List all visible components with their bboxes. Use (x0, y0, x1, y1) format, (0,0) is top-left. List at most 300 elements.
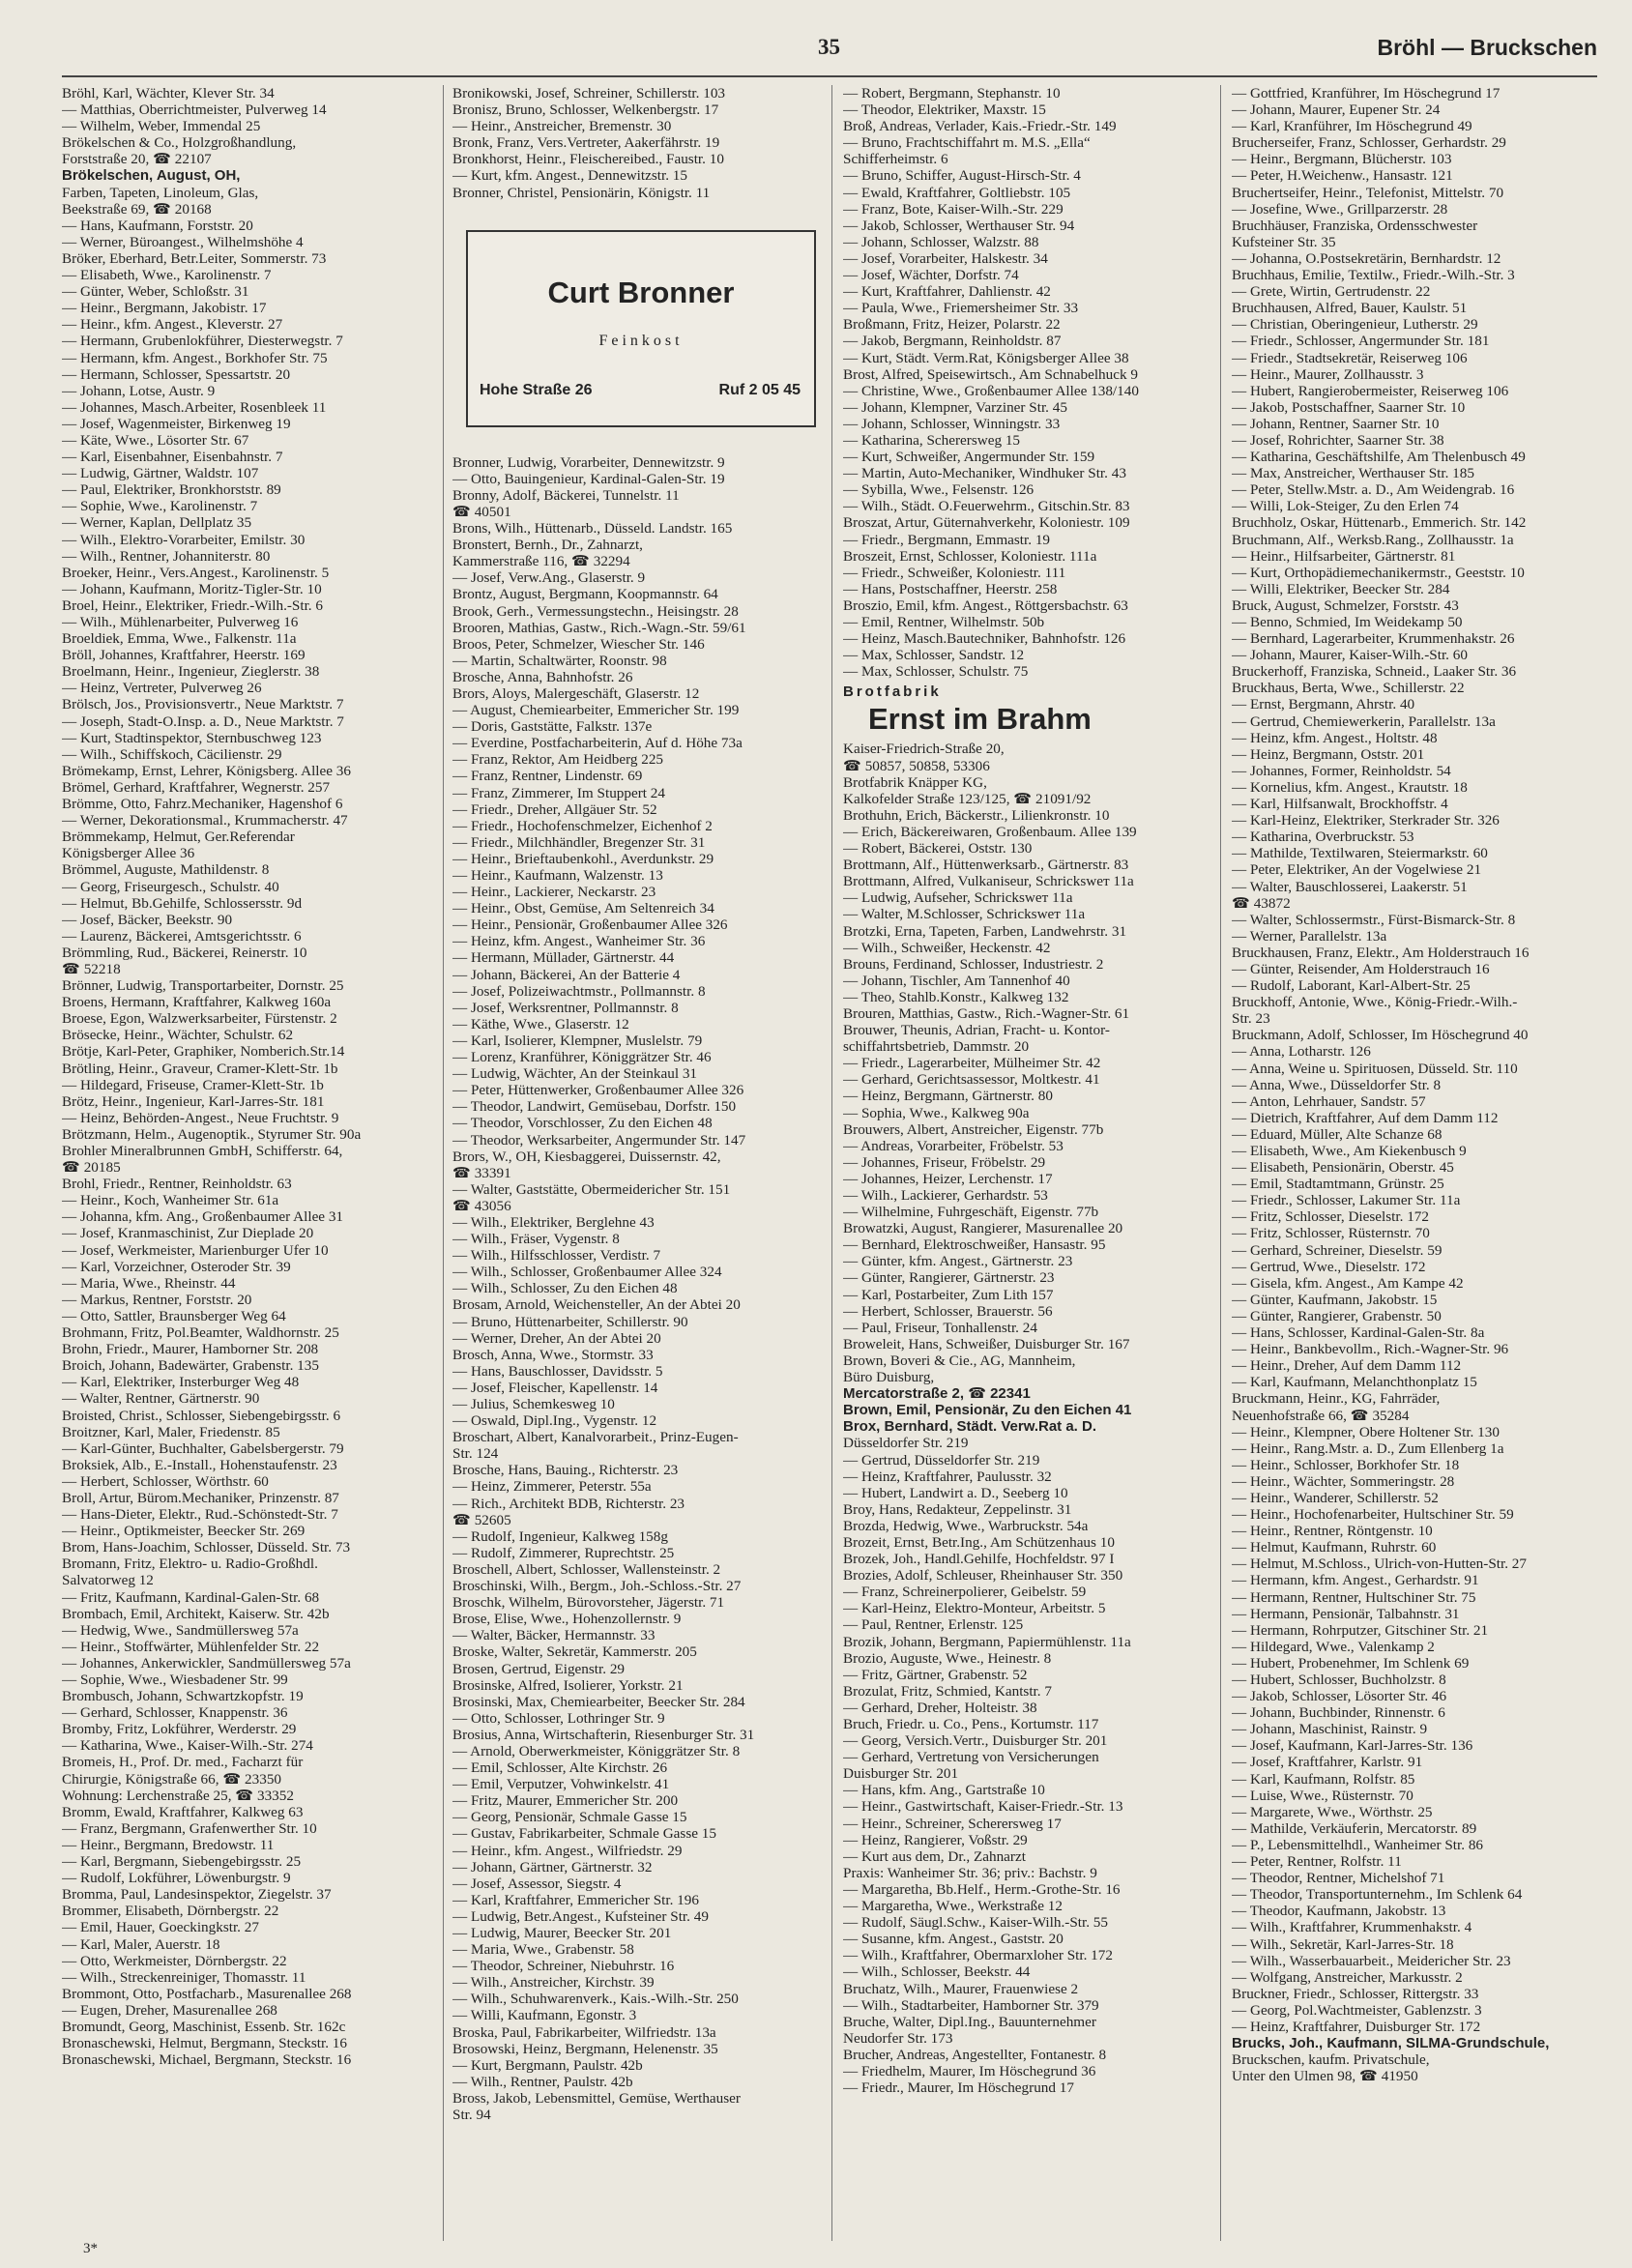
directory-entry: Broll, Artur, Bürom.Mechaniker, Prinzenstr. 87 (62, 1489, 339, 1506)
directory-entry: — Rich., Architekt BDB, Richterstr. 23 (452, 1495, 685, 1512)
directory-entry: Browatzki, August, Rangierer, Masurenallee 20 (843, 1220, 1123, 1237)
directory-entry: — Heinz, Rangierer, Voßstr. 29 (843, 1831, 1028, 1848)
directory-entry: — Josef, Kaufmann, Karl-Jarres-Str. 136 (1232, 1737, 1473, 1755)
advertisement-ernst-im-brahm (843, 683, 1212, 739)
directory-entry: — Fritz, Gärtner, Grabenstr. 52 (843, 1666, 1028, 1683)
directory-entry: Brökelschen & Co., Holzgroßhandlung, (62, 134, 297, 152)
directory-entry: — Günter, Rangierer, Gärtnerstr. 23 (843, 1269, 1055, 1287)
directory-entry: Broitzner, Karl, Maler, Friedenstr. 85 (62, 1423, 280, 1440)
directory-entry: — Josef, Bäcker, Beekstr. 90 (62, 911, 233, 928)
directory-entry: — Josef, Werkmeister, Marienburger Ufer 10 (62, 1241, 329, 1259)
directory-entry: ☎ 43872 (1232, 894, 1291, 912)
directory-entry: — Franz, Zimmerer, Im Stuppert 24 (452, 784, 665, 801)
directory-entry: — Josef, Rohrichter, Saarner Str. 38 (1232, 431, 1444, 449)
directory-entry: — Hermann, Rohrputzer, Gitschiner Str. 21 (1232, 1621, 1489, 1639)
directory-entry: — Wilh., Schweißer, Heckenstr. 42 (843, 939, 1051, 956)
directory-entry: — Wilh., Lackierer, Gerhardstr. 53 (843, 1187, 1048, 1204)
directory-entry: schiffahrtsbetrieb, Dammstr. 20 (843, 1038, 1030, 1056)
directory-entry: — Heinz, Kraftfahrer, Paulusstr. 32 (843, 1468, 1052, 1485)
directory-entry: — Johann, Maurer, Kaiser-Wilh.-Str. 60 (1232, 647, 1468, 664)
directory-entry: Brozda, Hedwig, Wwe., Warbruckstr. 54a (843, 1517, 1089, 1534)
directory-entry: Brombusch, Johann, Schwartzkopfstr. 19 (62, 1688, 304, 1705)
directory-entry: Bruchmann, Alf., Werksb.Rang., Zollhausstr. 1a (1232, 531, 1514, 548)
directory-entry: — Ludwig, Gärtner, Waldstr. 107 (62, 465, 259, 482)
directory-entry: — Hans, Bauschlosser, Davidsstr. 5 (452, 1362, 663, 1380)
ad-address: Hohe Straße 26 (480, 381, 593, 398)
directory-entry: — Heinr., Kaufmann, Walzenstr. 13 (452, 867, 663, 884)
directory-entry: — Sophie, Wwe., Karolinenstr. 7 (62, 498, 258, 515)
directory-entry: — Wilh., Schuhwarenverk., Kais.-Wilh.-Str. 250 (452, 1991, 739, 2008)
directory-entry: Broeldiek, Emma, Wwe., Falkenstr. 11a (62, 630, 297, 648)
directory-entry: — Wilh., Elektro-Vorarbeiter, Emilstr. 30 (62, 531, 306, 548)
directory-entry: — Johanna, kfm. Ang., Großenbaumer Allee 31 (62, 1208, 344, 1226)
directory-entry: Bröker, Eberhard, Betr.Leiter, Sommerstr. 73 (62, 249, 327, 267)
directory-entry: — Karl, Kraftfahrer, Emmericher Str. 196 (452, 1891, 699, 1908)
directory-entry: — Heinr., Wächter, Sommeringstr. 28 (1232, 1472, 1455, 1490)
directory-entry: — Walter, Rentner, Gärtnerstr. 90 (62, 1390, 260, 1408)
directory-entry: Beekstraße 69, ☎ 20168 (62, 200, 212, 218)
directory-entry: — Wilh., Anstreicher, Kirchstr. 39 (452, 1974, 655, 1992)
directory-entry: Neuenhofstraße 66, ☎ 35284 (1232, 1407, 1410, 1424)
directory-entry: Brosam, Arnold, Weichensteller, An der Abtei 20 (452, 1296, 741, 1314)
directory-entry: — Doris, Gaststätte, Falkstr. 137e (452, 718, 653, 736)
directory-entry: — Johann, Rentner, Saarner Str. 10 (1232, 415, 1440, 432)
directory-entry: — Laurenz, Bäckerei, Amtsgerichtsstr. 6 (62, 927, 302, 945)
directory-entry: Bruche, Walter, Dipl.Ing., Bauunternehmer (843, 2013, 1096, 2030)
directory-entry: — Johann, Lotse, Austr. 9 (62, 382, 216, 399)
directory-entry: Chirurgie, Königstraße 66, ☎ 23350 (62, 1770, 282, 1788)
column-divider (1220, 85, 1221, 2241)
directory-entry: — Friedr., Schlosser, Lakumer Str. 11a (1232, 1192, 1461, 1209)
directory-entry: — Heinz, Masch.Bautechniker, Bahnhofstr. 126 (843, 630, 1126, 648)
directory-entry: — Josef, Werksrentner, Pollmannstr. 8 (452, 999, 679, 1016)
directory-entry: Schifferheimstr. 6 (843, 151, 948, 168)
directory-entry: — Josef, Fleischer, Kapellenstr. 14 (452, 1379, 658, 1396)
directory-entry: Praxis: Wanheimer Str. 36; priv.: Bachstr. 9 (843, 1864, 1097, 1881)
directory-entry: — Herbert, Schlosser, Brauerstr. 56 (843, 1302, 1053, 1320)
directory-entry: — Josef, Polizeiwachtmstr., Pollmannstr. 8 (452, 982, 706, 1000)
directory-entry: — Elisabeth, Wwe., Am Kiekenbusch 9 (1232, 1143, 1467, 1159)
directory-entry: — Walter, Bauschlosserei, Laakerstr. 51 (1232, 878, 1468, 895)
directory-entry: Brozies, Adolf, Schleuser, Rheinhauser Str. 350 (843, 1567, 1123, 1585)
directory-entry: Bruchhäuser, Franziska, Ordensschwester (1232, 217, 1478, 234)
directory-entry: Unter den Ulmen 98, ☎ 41950 (1232, 2068, 1418, 2085)
directory-entry: Brotfabrik Knäpper KG, (843, 773, 987, 791)
directory-entry: Broschell, Albert, Schlosser, Wallensteinstr. 2 (452, 1560, 721, 1578)
directory-entry: — Karl, Hilfsanwalt, Brockhoffstr. 4 (1232, 796, 1448, 813)
directory-entry: — Karl, Kaufmann, Melanchthonplatz 15 (1232, 1374, 1477, 1391)
directory-entry: — Friedr., Stadtsekretär, Reiserweg 106 (1232, 349, 1468, 366)
directory-entry: — Eugen, Dreher, Masurenallee 268 (62, 2001, 277, 2019)
directory-entry: — Otto, Schlosser, Lothringer Str. 9 (452, 1709, 665, 1727)
directory-entry: — Theo, Stahlb.Konstr., Kalkweg 132 (843, 988, 1069, 1005)
directory-entry: Farben, Tapeten, Linoleum, Glas, (62, 184, 259, 201)
directory-entry: — Theodor, Transportunternehm., Im Schlenk 64 (1232, 1886, 1523, 1904)
directory-entry: — Werner, Kaplan, Dellplatz 35 (62, 514, 252, 532)
page-number: 35 (818, 35, 840, 59)
directory-entry: — Heinr., Gastwirtschaft, Kaiser-Friedr.-Str. 13 (843, 1798, 1123, 1816)
directory-entry: — Ludwig, Betr.Angest., Kufsteiner Str. 49 (452, 1907, 709, 1925)
directory-entry: — Julius, Schemkesweg 10 (452, 1396, 615, 1412)
directory-entry: Brozeit, Ernst, Betr.Ing., Am Schützenhaus 10 (843, 1533, 1115, 1551)
directory-entry: Brucks, Joh., Kaufmann, SILMA-Grundschule, (1232, 2035, 1550, 2052)
directory-entry: Bröhl, Karl, Wächter, Klever Str. 34 (62, 85, 275, 102)
directory-entry: — Theodor, Vorschlosser, Zu den Eichen 48 (452, 1115, 713, 1132)
directory-entry: Brötling, Heinr., Graveur, Cramer-Klett-Str. 1b (62, 1060, 338, 1077)
directory-entry: ☎ 20185 (62, 1159, 121, 1177)
directory-entry: Düsseldorfer Str. 219 (843, 1435, 969, 1452)
directory-entry: — Heinr., Dreher, Auf dem Damm 112 (1232, 1357, 1462, 1375)
directory-entry: Duisburger Str. 201 (843, 1765, 959, 1783)
directory-entry: Bromeis, H., Prof. Dr. med., Facharzt für (62, 1754, 304, 1771)
directory-entry: Brosinske, Alfred, Isolierer, Yorkstr. 21 (452, 1676, 684, 1694)
directory-entry: — Franz, Schreinerpolierer, Geibelstr. 59 (843, 1584, 1087, 1601)
directory-entry: — Wilh., Rentner, Paulstr. 42b (452, 2073, 633, 2090)
directory-entry: — Wilh., Sekretär, Karl-Jarres-Str. 18 (1232, 1935, 1454, 1953)
directory-entry: — Heinr., Schreiner, Scherersweg 17 (843, 1815, 1062, 1832)
directory-entry: — Friedr., Bergmann, Emmastr. 19 (843, 531, 1051, 548)
directory-entry: — Heinr., Rang.Mstr. a. D., Zum Ellenberg 1a (1232, 1439, 1504, 1457)
directory-entry: Bromundt, Georg, Maschinist, Essenb. Str. 162c (62, 2018, 346, 2035)
directory-entry: Brox, Bernhard, Städt. Verw.Rat a. D. (843, 1418, 1097, 1436)
directory-entry: — P., Lebensmittelhdl., Wanheimer Str. 86 (1232, 1836, 1484, 1853)
directory-entry: — Joseph, Stadt-O.Insp. a. D., Neue Marktstr. 7 (62, 712, 344, 730)
directory-entry: — Heinr., Bergmann, Blücherstr. 103 (1232, 151, 1452, 168)
directory-entry: — Käte, Wwe., Lösorter Str. 67 (62, 431, 249, 449)
column-3 (843, 85, 1212, 2241)
directory-entry: — Peter, Elektriker, An der Vogelwiese 21 (1232, 861, 1482, 879)
directory-entry: Kufsteiner Str. 35 (1232, 233, 1336, 250)
directory-entry: Brucher, Andreas, Angestellter, Fontanestr. 8 (843, 2046, 1107, 2063)
directory-entry: — Heinr., Bergmann, Bredowstr. 11 (62, 1836, 275, 1853)
directory-entry: — Karl, Maler, Auerstr. 18 (62, 1935, 220, 1953)
directory-entry: ☎ 33391 (452, 1164, 511, 1181)
directory-entry: Str. 94 (452, 2107, 491, 2124)
directory-entry: ☎ 40501 (452, 503, 511, 520)
directory-entry: Brötz, Heinr., Ingenieur, Karl-Jarres-Str. 181 (62, 1092, 325, 1110)
directory-entry: — Emil, Schlosser, Alte Kirchstr. 26 (452, 1759, 668, 1777)
directory-entry: Broel, Heinr., Elektriker, Friedr.-Wilh.-Str. 6 (62, 596, 323, 614)
directory-entry: — Johann, Gärtner, Gärtnerstr. 32 (452, 1858, 653, 1875)
directory-entry: — Kurt, Städt. Verm.Rat, Königsberger Allee 38 (843, 349, 1129, 366)
directory-entry: — Hermann, Schlosser, Spessartstr. 20 (62, 365, 291, 383)
directory-entry: Königsberger Allee 36 (62, 845, 195, 862)
directory-entry: — Mathilde, Verkäuferin, Mercatorstr. 89 (1232, 1819, 1477, 1837)
directory-entry: — Heinr., Anstreicher, Bremenstr. 30 (452, 118, 672, 135)
directory-entry: — Karl-Heinz, Elektriker, Sterkrader Str. 326 (1232, 812, 1500, 829)
directory-entry: — Johann, Schlosser, Walzstr. 88 (843, 233, 1039, 250)
directory-entry: — Emil, Stadtamtmann, Grünstr. 25 (1232, 1176, 1444, 1193)
directory-entry: — Friedr., Schlosser, Angermunder Str. 181 (1232, 333, 1490, 350)
directory-entry: — Katharina, Scherersweg 15 (843, 431, 1021, 449)
directory-entry: — Gustav, Fabrikarbeiter, Schmale Gasse 15 (452, 1825, 716, 1843)
directory-entry: Bruckschen, kaufm. Privatschule, (1232, 2051, 1430, 2069)
directory-entry: — Josef, Kraftfahrer, Karlstr. 91 (1232, 1754, 1423, 1771)
column-2 (452, 85, 822, 2241)
directory-entry: ☎ 43056 (452, 1197, 511, 1214)
directory-entry: — Wilh., Mühlenarbeiter, Pulverweg 16 (62, 614, 299, 630)
directory-entry: — Bruno, Hüttenarbeiter, Schillerstr. 90 (452, 1313, 688, 1330)
directory-entry: Brozulat, Fritz, Schmied, Kantstr. 7 (843, 1682, 1052, 1700)
directory-entry: Bronkhorst, Heinr., Fleischereibed., Faustr. 10 (452, 151, 724, 168)
directory-entry: — Luise, Wwe., Rüsternstr. 70 (1232, 1787, 1413, 1804)
directory-entry: Brors, W., OH, Kiesbaggerei, Duissernstr. 42, (452, 1148, 721, 1165)
directory-entry: — Werner, Dekorationsmal., Krummacherstr. 47 (62, 812, 348, 829)
directory-entry: — Margaretha, Wwe., Werkstraße 12 (843, 1898, 1063, 1915)
directory-entry: — Kurt aus dem, Dr., Zahnarzt (843, 1847, 1026, 1865)
directory-entry: — Rudolf, Laborant, Karl-Albert-Str. 25 (1232, 977, 1471, 995)
directory-entry: Brook, Gerh., Vermessungstechn., Heisingstr. 28 (452, 602, 739, 620)
directory-entry: — Helmut, Kaufmann, Ruhrstr. 60 (1232, 1539, 1437, 1556)
directory-entry: — Friedhelm, Maurer, Im Höschegrund 36 (843, 2062, 1096, 2079)
directory-entry: — Peter, Hüttenwerker, Großenbaumer Allee 326 (452, 1082, 744, 1099)
directory-entry: — Wilh., Städt. O.Feuerwehrm., Gitschin.Str. 83 (843, 498, 1130, 515)
directory-entry: — Ernst, Bergmann, Ahrstr. 40 (1232, 696, 1415, 713)
directory-entry: Bruckhaus, Berta, Wwe., Schillerstr. 22 (1232, 680, 1465, 697)
directory-entry: Broszat, Artur, Güternahverkehr, Koloniestr. 109 (843, 514, 1130, 532)
directory-entry: — Paula, Wwe., Friemersheimer Str. 33 (843, 300, 1079, 317)
directory-entry: Brozek, Joh., Handl.Gehilfe, Hochfeldstr. 97 I (843, 1551, 1115, 1568)
directory-entry: — Heinz, kfm. Angest., Wanheimer Str. 36 (452, 933, 706, 950)
directory-entry: Brom, Hans-Joachim, Schlosser, Düsseld. Str. 73 (62, 1539, 351, 1556)
directory-entry: — Franz, Rektor, Am Heidberg 225 (452, 751, 664, 769)
directory-entry: — Margarete, Wwe., Wörthstr. 25 (1232, 1803, 1433, 1820)
directory-entry: — Heinr., Bankbevollm., Rich.-Wagner-Str. 96 (1232, 1341, 1509, 1358)
directory-entry: — Willi, Lok-Steiger, Zu den Erlen 74 (1232, 498, 1459, 515)
directory-entry: Brouwers, Albert, Anstreicher, Eigenstr. 77b (843, 1120, 1104, 1138)
directory-entry: Bruckner, Friedr., Schlosser, Rittergstr. 33 (1232, 1985, 1479, 2002)
directory-entry: — Josefine, Wwe., Grillparzerstr. 28 (1232, 200, 1448, 218)
directory-entry: — Karl, Postarbeiter, Zum Lith 157 (843, 1286, 1054, 1303)
directory-entry: Bruchhausen, Alfred, Bauer, Kaulstr. 51 (1232, 300, 1468, 317)
directory-entry: — Christine, Wwe., Großenbaumer Allee 138/140 (843, 382, 1139, 399)
directory-entry: — Wilh., Kraftfahrer, Obermarxloher Str. 172 (843, 1947, 1113, 1964)
directory-entry: Brötzmann, Helm., Augenoptik., Styrumer Str. 90a (62, 1125, 362, 1143)
directory-entry: — Wilh., Schlosser, Großenbaumer Allee 324 (452, 1264, 722, 1281)
directory-entry: Bruchholz, Oskar, Hüttenarb., Emmerich. Str. 142 (1232, 514, 1527, 532)
column-1 (62, 85, 431, 2241)
directory-entry: — Johannes, Heizer, Lerchenstr. 17 (843, 1170, 1053, 1187)
directory-entry: Bronny, Adolf, Bäckerei, Tunnelstr. 11 (452, 486, 680, 504)
directory-entry: — Hubert, Schlosser, Buchholzstr. 8 (1232, 1672, 1446, 1688)
directory-entry: Brombach, Emil, Architekt, Kaiserw. Str. 42b (62, 1605, 330, 1622)
directory-entry: — Hubert, Rangierobermeister, Reiserweg 106 (1232, 382, 1509, 399)
column-divider (831, 85, 832, 2241)
directory-entry: — Hedwig, Wwe., Sandmüllersweg 57a (62, 1621, 299, 1639)
directory-entry: — Ludwig, Maurer, Beecker Str. 201 (452, 1925, 672, 1941)
directory-entry: — Maria, Wwe., Rheinstr. 44 (62, 1274, 236, 1292)
directory-entry: — Johann, Schlosser, Winningstr. 33 (843, 415, 1061, 432)
directory-entry: — Katharina, Wwe., Kaiser-Wilh.-Str. 274 (62, 1737, 313, 1755)
directory-entry: Bromby, Fritz, Lokführer, Werderstr. 29 (62, 1721, 297, 1738)
directory-entry: — Hans, kfm. Ang., Gartstraße 10 (843, 1782, 1045, 1799)
directory-entry: — Herbert, Schlosser, Wörthstr. 60 (62, 1472, 269, 1490)
directory-entry: — Matthias, Oberrichtmeister, Pulverweg 14 (62, 102, 327, 119)
directory-entry: — Franz, Rentner, Lindenstr. 69 (452, 768, 643, 785)
directory-entry: — Theodor, Werksarbeiter, Angermunder Str. 147 (452, 1131, 746, 1149)
directory-entry: — Wilhelm, Weber, Immendal 25 (62, 118, 261, 135)
directory-entry: Brothuhn, Erich, Bäckerstr., Lilienkronstr. 10 (843, 806, 1110, 824)
header-rule (62, 75, 1597, 77)
directory-entry: — Hubert, Probenehmer, Im Schlenk 69 (1232, 1654, 1470, 1672)
running-head: Bröhl — Bruckschen (1377, 35, 1597, 60)
directory-entry: — Gottfried, Kranführer, Im Höschegrund 17 (1232, 85, 1501, 102)
directory-entry: Broeker, Heinr., Vers.Angest., Karolinenstr. 5 (62, 564, 330, 581)
directory-entry: Bronstert, Bernh., Dr., Zahnarzt, (452, 537, 643, 554)
directory-entry: — Günter, Weber, Schloßstr. 31 (62, 283, 249, 301)
directory-entry: Bronner, Christel, Pensionärin, Königstr. 11 (452, 184, 711, 201)
directory-entry: — Theodor, Landwirt, Gemüsebau, Dorfstr. 150 (452, 1098, 737, 1116)
directory-entry: — Hermann, kfm. Angest., Borkhofer Str. 75 (62, 349, 328, 366)
directory-entry: Bruckhoff, Antonie, Wwe., König-Friedr.-Wilh.- (1232, 994, 1518, 1011)
page-signature: 3* (83, 2241, 98, 2256)
directory-entry: — Margaretha, Bb.Helf., Herm.-Grothe-Str. 16 (843, 1880, 1121, 1898)
directory-entry: — Benno, Schmied, Im Weidekamp 50 (1232, 614, 1463, 630)
directory-entry: — August, Chemiearbeiter, Emmericher Str. 199 (452, 702, 740, 719)
directory-entry: — Heinz, Behörden-Angest., Neue Fruchtstr. 9 (62, 1109, 339, 1126)
directory-entry: Brooren, Mathias, Gastw., Rich.-Wagn.-Str. 59/61 (452, 619, 746, 636)
directory-entry: — Oswald, Dipl.Ing., Vygenstr. 12 (452, 1412, 657, 1430)
ad-heading: Brotfabrik (843, 683, 942, 701)
directory-entry: Brouren, Matthias, Gastw., Rich.-Wagner-Str. 61 (843, 1004, 1130, 1022)
directory-entry: — Hildegard, Friseuse, Cramer-Klett-Str. 1b (62, 1076, 324, 1093)
directory-entry: — Heinr., Koch, Wanheimer Str. 61a (62, 1192, 279, 1209)
directory-entry: — Franz, Bote, Kaiser-Wilh.-Str. 229 (843, 200, 1064, 218)
directory-entry: Str. 23 (1232, 1010, 1270, 1028)
directory-entry: — Günter, Reisender, Am Holderstrauch 16 (1232, 960, 1490, 977)
directory-entry: Brohn, Friedr., Maurer, Hamborner Str. 208 (62, 1341, 319, 1358)
directory-entry: Bromma, Paul, Landesinspektor, Ziegelstr. 37 (62, 1886, 332, 1904)
directory-entry: — Wilh., Wasserbauarbeit., Meidericher Str. 23 (1232, 1952, 1511, 1969)
ad-name: Curt Bronner (547, 275, 735, 309)
directory-entry: Brotzki, Erna, Tapeten, Farben, Landwehrstr. 31 (843, 922, 1127, 940)
directory-entry: — Maria, Wwe., Grabenstr. 58 (452, 1941, 634, 1959)
directory-entry: — Heinr., Hochofenarbeiter, Hultschiner Str. 59 (1232, 1506, 1514, 1524)
directory-entry: Brömme, Otto, Fahrz.Mechaniker, Hagenshof 6 (62, 796, 343, 813)
directory-entry: — Friedr., Schweißer, Koloniestr. 111 (843, 564, 1066, 581)
directory-entry: — Peter, Stellw.Mstr. a. D., Am Weidengrab. 16 (1232, 481, 1515, 499)
directory-entry: — Helmut, M.Schloss., Ulrich-von-Hutten-Str. 27 (1232, 1556, 1527, 1573)
directory-entry: — Günter, kfm. Angest., Gärtnerstr. 23 (843, 1253, 1073, 1270)
directory-entry: — Johann, Kaufmann, Moritz-Tigler-Str. 10 (62, 580, 322, 597)
directory-entry: — Gisela, kfm. Angest., Am Kampe 42 (1232, 1274, 1464, 1292)
directory-entry: ☎ 50857, 50858, 53306 (843, 757, 990, 774)
directory-entry: Brozio, Auguste, Wwe., Heinestr. 8 (843, 1649, 1052, 1667)
directory-entry: — Heinz, Vertreter, Pulverweg 26 (62, 680, 262, 697)
directory-entry: — Heinz, Bergmann, Gärtnerstr. 80 (843, 1088, 1053, 1105)
directory-entry: Brouwer, Theunis, Adrian, Fracht- u. Kontor- (843, 1022, 1110, 1039)
directory-entry: — Willi, Kaufmann, Egonstr. 3 (452, 2007, 637, 2024)
directory-entry: — Bruno, Frachtschiffahrt m. M.S. „Ella“ (843, 134, 1091, 152)
directory-entry: Brohler Mineralbrunnen GmbH, Schifferstr. 64, (62, 1143, 343, 1159)
directory-entry: — Elisabeth, Pensionärin, Oberstr. 45 (1232, 1159, 1454, 1177)
directory-entry: — Andreas, Vorarbeiter, Fröbelstr. 53 (843, 1137, 1064, 1154)
directory-entry: Kalkofelder Straße 123/125, ☎ 21091/92 (843, 790, 1092, 807)
directory-entry: — Emil, Verputzer, Vohwinkelstr. 41 (452, 1776, 670, 1793)
directory-entry: — Heinr., Hilfsarbeiter, Gärtnerstr. 81 (1232, 547, 1456, 565)
directory-entry: — Bruno, Schiffer, August-Hirsch-Str. 4 (843, 167, 1081, 185)
directory-entry: — Werner, Dreher, An der Abtei 20 (452, 1329, 661, 1347)
directory-entry: Brosius, Anna, Wirtschafterin, Riesenburger Str. 31 (452, 1726, 755, 1743)
directory-entry: — Kurt, Bergmann, Paulstr. 42b (452, 2056, 643, 2074)
directory-entry: Brosch, Anna, Wwe., Stormstr. 33 (452, 1346, 654, 1363)
directory-entry: — Fritz, Schlosser, Dieselstr. 172 (1232, 1208, 1429, 1226)
directory-entry: Broszio, Emil, kfm. Angest., Röttgersbachstr. 63 (843, 596, 1128, 614)
directory-entry: Bröll, Johannes, Kraftfahrer, Heerstr. 169 (62, 647, 306, 664)
directory-entry: — Max, Schlosser, Schulstr. 75 (843, 663, 1029, 681)
directory-entry: Bruck, August, Schmelzer, Forststr. 43 (1232, 596, 1459, 614)
directory-entry: Bronisz, Bruno, Schlosser, Welkenbergstr. 17 (452, 102, 719, 119)
directory-entry: — Jakob, Schlosser, Werthauser Str. 94 (843, 217, 1075, 234)
directory-entry: Brost, Alfred, Speisewirtsch., Am Schnabelhuck 9 (843, 365, 1138, 383)
directory-entry: — Johann, Buchbinder, Rinnenstr. 6 (1232, 1704, 1445, 1722)
directory-entry: — Markus, Rentner, Forststr. 20 (62, 1291, 252, 1308)
directory-entry: — Johannes, Ankerwickler, Sandmüllersweg 57a (62, 1654, 351, 1672)
directory-entry: — Josef, Kranmaschinist, Zur Dieplade 20 (62, 1225, 314, 1242)
directory-entry: — Wolfgang, Anstreicher, Markusstr. 2 (1232, 1968, 1463, 1986)
directory-entry: — Fritz, Schlosser, Rüsternstr. 70 (1232, 1225, 1430, 1242)
directory-entry: — Anton, Lehrhauer, Sandstr. 57 (1232, 1092, 1426, 1110)
directory-entry: — Fritz, Kaufmann, Kardinal-Galen-Str. 68 (62, 1588, 320, 1606)
directory-entry: Bronaschewski, Michael, Bergmann, Steckstr. 16 (62, 2051, 352, 2069)
directory-entry: — Heinr., Optikmeister, Beecker Str. 269 (62, 1523, 306, 1540)
directory-entry: — Hermann, kfm. Angest., Gerhardstr. 91 (1232, 1572, 1479, 1589)
directory-entry: — Walter, Gaststätte, Obermeidericher Str. 151 (452, 1180, 731, 1198)
directory-entry: — Heinr., Obst, Gemüse, Am Seltenreich 34 (452, 900, 714, 917)
directory-entry: — Arnold, Oberwerkmeister, Königgrätzer Str. 8 (452, 1742, 741, 1759)
directory-entry: — Kurt, Schweißer, Angermunder Str. 159 (843, 449, 1095, 466)
directory-entry: — Robert, Bergmann, Stephanstr. 10 (843, 85, 1061, 102)
directory-entry: Brown, Boveri & Cie., AG, Mannheim, (843, 1352, 1076, 1369)
directory-entry: — Friedr., Milchhändler, Bregenzer Str. 31 (452, 833, 706, 851)
directory-entry: Bruckmann, Heinr., KG, Fahrräder, (1232, 1390, 1441, 1408)
directory-entry: Brömmekamp, Helmut, Ger.Referendar (62, 829, 295, 846)
directory-entry: — Kurt, Orthopädiemechanikermstr., Geeststr. 10 (1232, 564, 1525, 581)
directory-entry: Broksiek, Alb., E.-Install., Hohenstaufenstr. 23 (62, 1456, 337, 1473)
directory-entry: — Gerhard, Schlosser, Knappenstr. 36 (62, 1704, 288, 1722)
directory-entry: — Willi, Elektriker, Beecker Str. 284 (1232, 580, 1450, 597)
directory-entry: — Emil, Rentner, Wilhelmstr. 50b (843, 614, 1045, 630)
directory-entry: — Peter, H.Weichenw., Hansastr. 121 (1232, 167, 1453, 185)
directory-entry: — Otto, Sattler, Braunsberger Weg 64 (62, 1307, 286, 1324)
directory-entry: Brommer, Elisabeth, Dörnbergstr. 22 (62, 1903, 279, 1920)
directory-entry: — Emil, Hauer, Goeckingkstr. 27 (62, 1919, 259, 1936)
directory-entry: Mercatorstraße 2, ☎ 22341 (843, 1385, 1031, 1403)
directory-entry: — Heinr., kfm. Angest., Wilfriedstr. 29 (452, 1842, 683, 1859)
directory-entry: — Wilh., Stadtarbeiter, Hamborner Str. 379 (843, 1996, 1099, 2014)
directory-entry: — Hermann, Müllader, Gärtnerstr. 44 (452, 949, 675, 967)
directory-entry: Brohl, Friedr., Rentner, Reinholdstr. 63 (62, 1176, 292, 1193)
directory-entry: Kaiser-Friedrich-Straße 20, (843, 741, 1005, 758)
directory-entry: — Karl, Kaufmann, Rolfstr. 85 (1232, 1770, 1415, 1788)
directory-entry: — Heinr., Maurer, Zollhausstr. 3 (1232, 365, 1424, 383)
directory-entry: — Gerhard, Schreiner, Dieselstr. 59 (1232, 1241, 1443, 1259)
directory-entry: Broweleit, Hans, Schweißer, Duisburger Str. 167 (843, 1335, 1130, 1352)
directory-entry: — Werner, Büroangest., Wilhelmshöhe 4 (62, 233, 304, 250)
directory-entry: — Friedr., Dreher, Allgäuer Str. 52 (452, 800, 657, 818)
directory-entry: — Martin, Schaltwärter, Roonstr. 98 (452, 652, 667, 669)
directory-entry: Brottmann, Alfred, Vulkaniseur, Schricksweт 11a (843, 873, 1134, 890)
directory-entry: Brommont, Otto, Postfacharb., Masurenallee 268 (62, 1985, 352, 2002)
directory-entry: — Elisabeth, Wwe., Karolinenstr. 7 (62, 267, 272, 284)
directory-entry: — Hermann, Pensionär, Talbahnstr. 31 (1232, 1605, 1460, 1622)
directory-entry: Bruckerhoff, Franziska, Schneid., Laaker Str. 36 (1232, 663, 1517, 681)
directory-entry: — Georg, Friseurgesch., Schulstr. 40 (62, 878, 279, 895)
directory-entry: — Theodor, Rentner, Michelshof 71 (1232, 1870, 1445, 1887)
directory-entry: — Bernhard, Lagerarbeiter, Krummenhakstr. 26 (1232, 630, 1515, 648)
directory-entry: — Walter, Bäcker, Hermannstr. 33 (452, 1627, 656, 1644)
directory-entry: Brouns, Ferdinand, Schlosser, Industriestr. 2 (843, 955, 1104, 973)
